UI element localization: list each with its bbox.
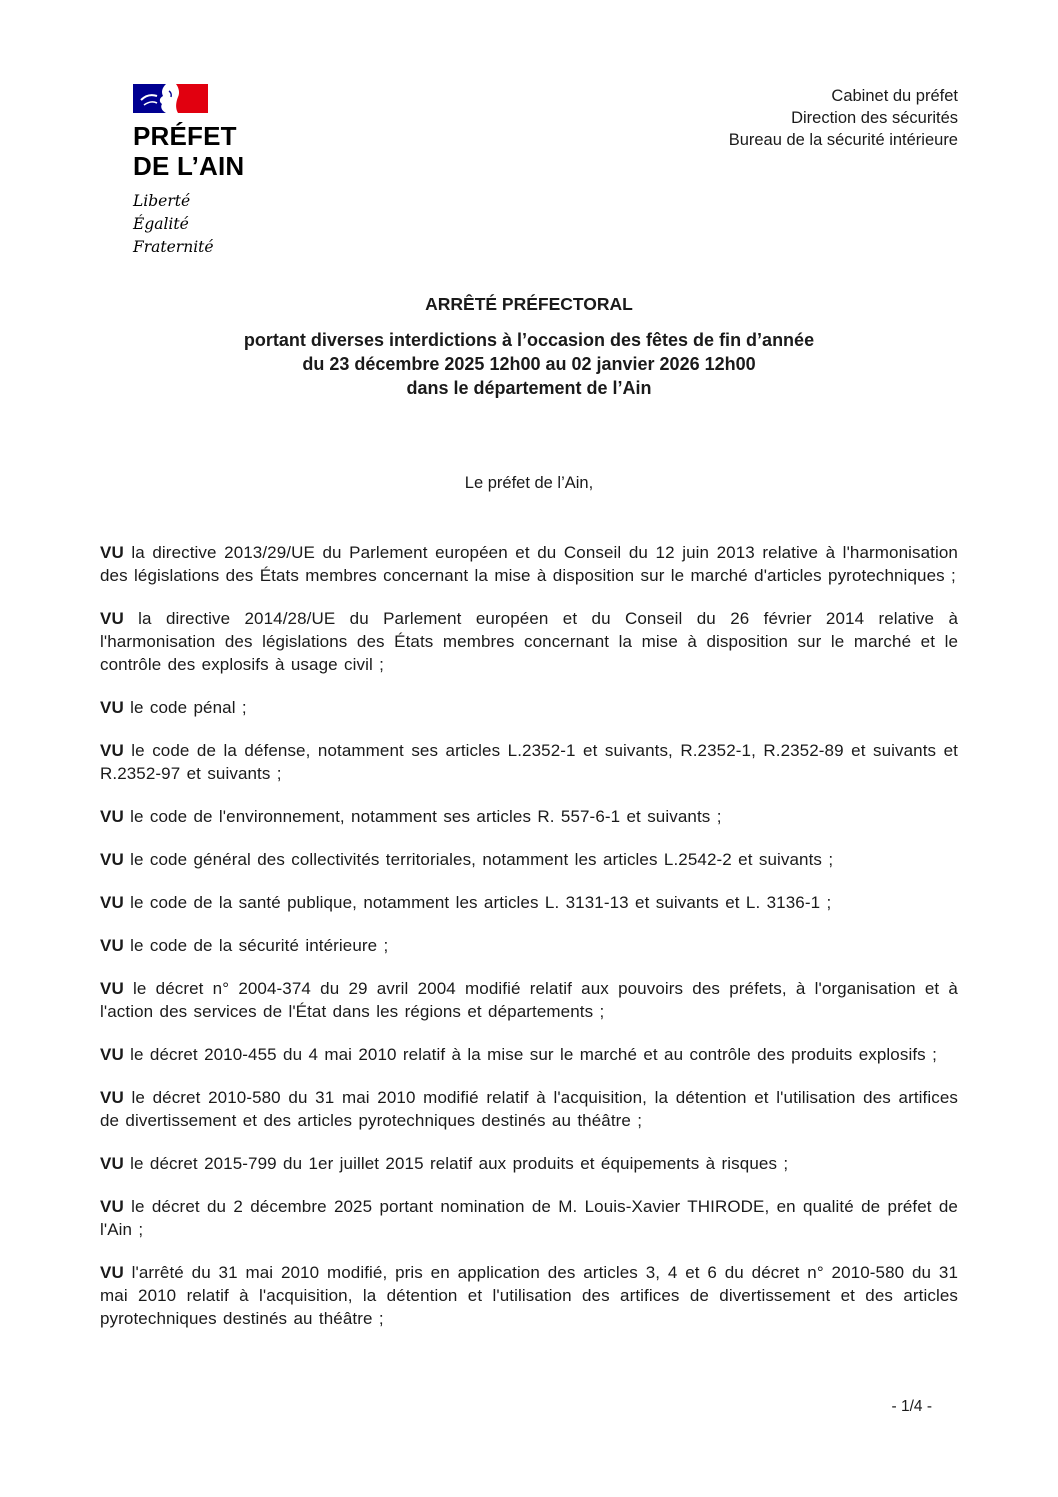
vu-lead: VU	[100, 741, 124, 760]
vu-paragraph: VU le décret 2010-455 du 4 mai 2010 relatif à la mise sur le marché et au contrôle des produits explosifs ;	[100, 1045, 937, 1064]
vu-paragraphs	[100, 541, 958, 1350]
french-flag-marianne-icon	[133, 84, 208, 113]
vu-lead: VU	[100, 1045, 124, 1064]
document-title: ARRÊTÉ PRÉFECTORAL	[425, 294, 633, 314]
document-subtitle	[0, 328, 1058, 400]
motto-fraternite: Fraternité	[133, 238, 214, 256]
prefecture-logo	[133, 84, 244, 259]
vu-paragraph: VU la directive 2014/28/UE du Parlement européen et du Conseil du 26 février 2014 relative à l'harmonisation des législations des États membres concernant la mise à disposition sur le marché et le contrôle des explosifs à usage civil ;	[100, 609, 958, 674]
subtitle-line-3: dans le département de l’Ain	[406, 378, 652, 398]
vu-lead: VU	[100, 543, 124, 562]
vu-paragraph: VU le code de la défense, notamment ses articles L.2352-1 et suivants, R.2352-1, R.2352-89 et suivants et R.2352-97 et suivants ;	[100, 741, 958, 783]
vu-paragraph: VU le décret 2015-799 du 1er juillet 2015 relatif aux produits et équipements à risques ;	[100, 1154, 789, 1173]
vu-lead: VU	[100, 609, 124, 628]
vu-paragraph: VU le code de l'environnement, notamment ses articles R. 557-6-1 et suivants ;	[100, 807, 722, 826]
vu-lead: VU	[100, 850, 124, 869]
vu-lead: VU	[100, 1263, 124, 1282]
vu-paragraph: VU le code général des collectivités territoriales, notamment les articles L.2542-2 et suivants ;	[100, 850, 834, 869]
vu-paragraph: VU le décret 2010-580 du 31 mai 2010 modifié relatif à l'acquisition, la détention et l'utilisation des artifices de divertissement et des articles pyrotechniques destinés au théâtre ;	[100, 1088, 958, 1130]
motto-egalite: Égalité	[133, 215, 189, 233]
vu-paragraph: VU le décret n° 2004-374 du 29 avril 2004 modifié relatif aux pouvoirs des préfets, à l'organisation et à l'action des services de l'État dans les régions et départements ;	[100, 979, 958, 1021]
page-number: - 1/4 -	[891, 1398, 932, 1415]
motto-liberte: Liberté	[133, 192, 191, 210]
vu-lead: VU	[100, 807, 124, 826]
salutation: Le préfet de l’Ain,	[464, 474, 594, 492]
office-line-cabinet: Cabinet du préfet	[831, 87, 958, 105]
subtitle-line-2: du 23 décembre 2025 12h00 au 02 janvier 2026 12h00	[302, 354, 756, 374]
logo-title-line1: PRÉFET	[133, 121, 237, 151]
vu-lead: VU	[100, 1154, 124, 1173]
vu-lead: VU	[100, 936, 124, 955]
vu-lead: VU	[100, 893, 124, 912]
vu-paragraph: VU la directive 2013/29/UE du Parlement européen et du Conseil du 12 juin 2013 relative à l'harmonisation des législations des États membres concernant la mise à disposition sur le marché d'articles pyrotechniques ;	[100, 543, 958, 585]
vu-lead: VU	[100, 1088, 124, 1107]
vu-lead: VU	[100, 1197, 124, 1216]
vu-paragraph: VU le décret du 2 décembre 2025 portant nomination de M. Louis-Xavier THIRODE, en qualité de préfet de l'Ain ;	[100, 1197, 958, 1239]
title-block	[0, 293, 1058, 400]
office-line-bureau: Bureau de la sécurité intérieure	[728, 131, 958, 149]
vu-lead: VU	[100, 979, 124, 998]
vu-lead: VU	[100, 698, 124, 717]
vu-paragraph: VU le code pénal ;	[100, 698, 247, 717]
vu-paragraph: VU l'arrêté du 31 mai 2010 modifié, pris en application des articles 3, 4 et 6 du décret n° 2010-580 du 31 mai 2010 relatif à l'acquisition, la détention et l'utilisation des artifices de divertissement et des articles pyrotechniques destinés au théâtre ;	[100, 1263, 958, 1328]
office-line-direction: Direction des sécurités	[791, 109, 958, 127]
subtitle-line-1: portant diverses interdictions à l’occasion des fêtes de fin d’année	[243, 330, 815, 350]
issuing-office	[729, 85, 958, 151]
vu-paragraph: VU le code de la sécurité intérieure ;	[100, 936, 389, 955]
logo-title-line2: DE L’AIN	[133, 151, 245, 181]
vu-paragraph: VU le code de la santé publique, notamment les articles L. 3131-13 et suivants et L. 3136-1 ;	[100, 893, 832, 912]
